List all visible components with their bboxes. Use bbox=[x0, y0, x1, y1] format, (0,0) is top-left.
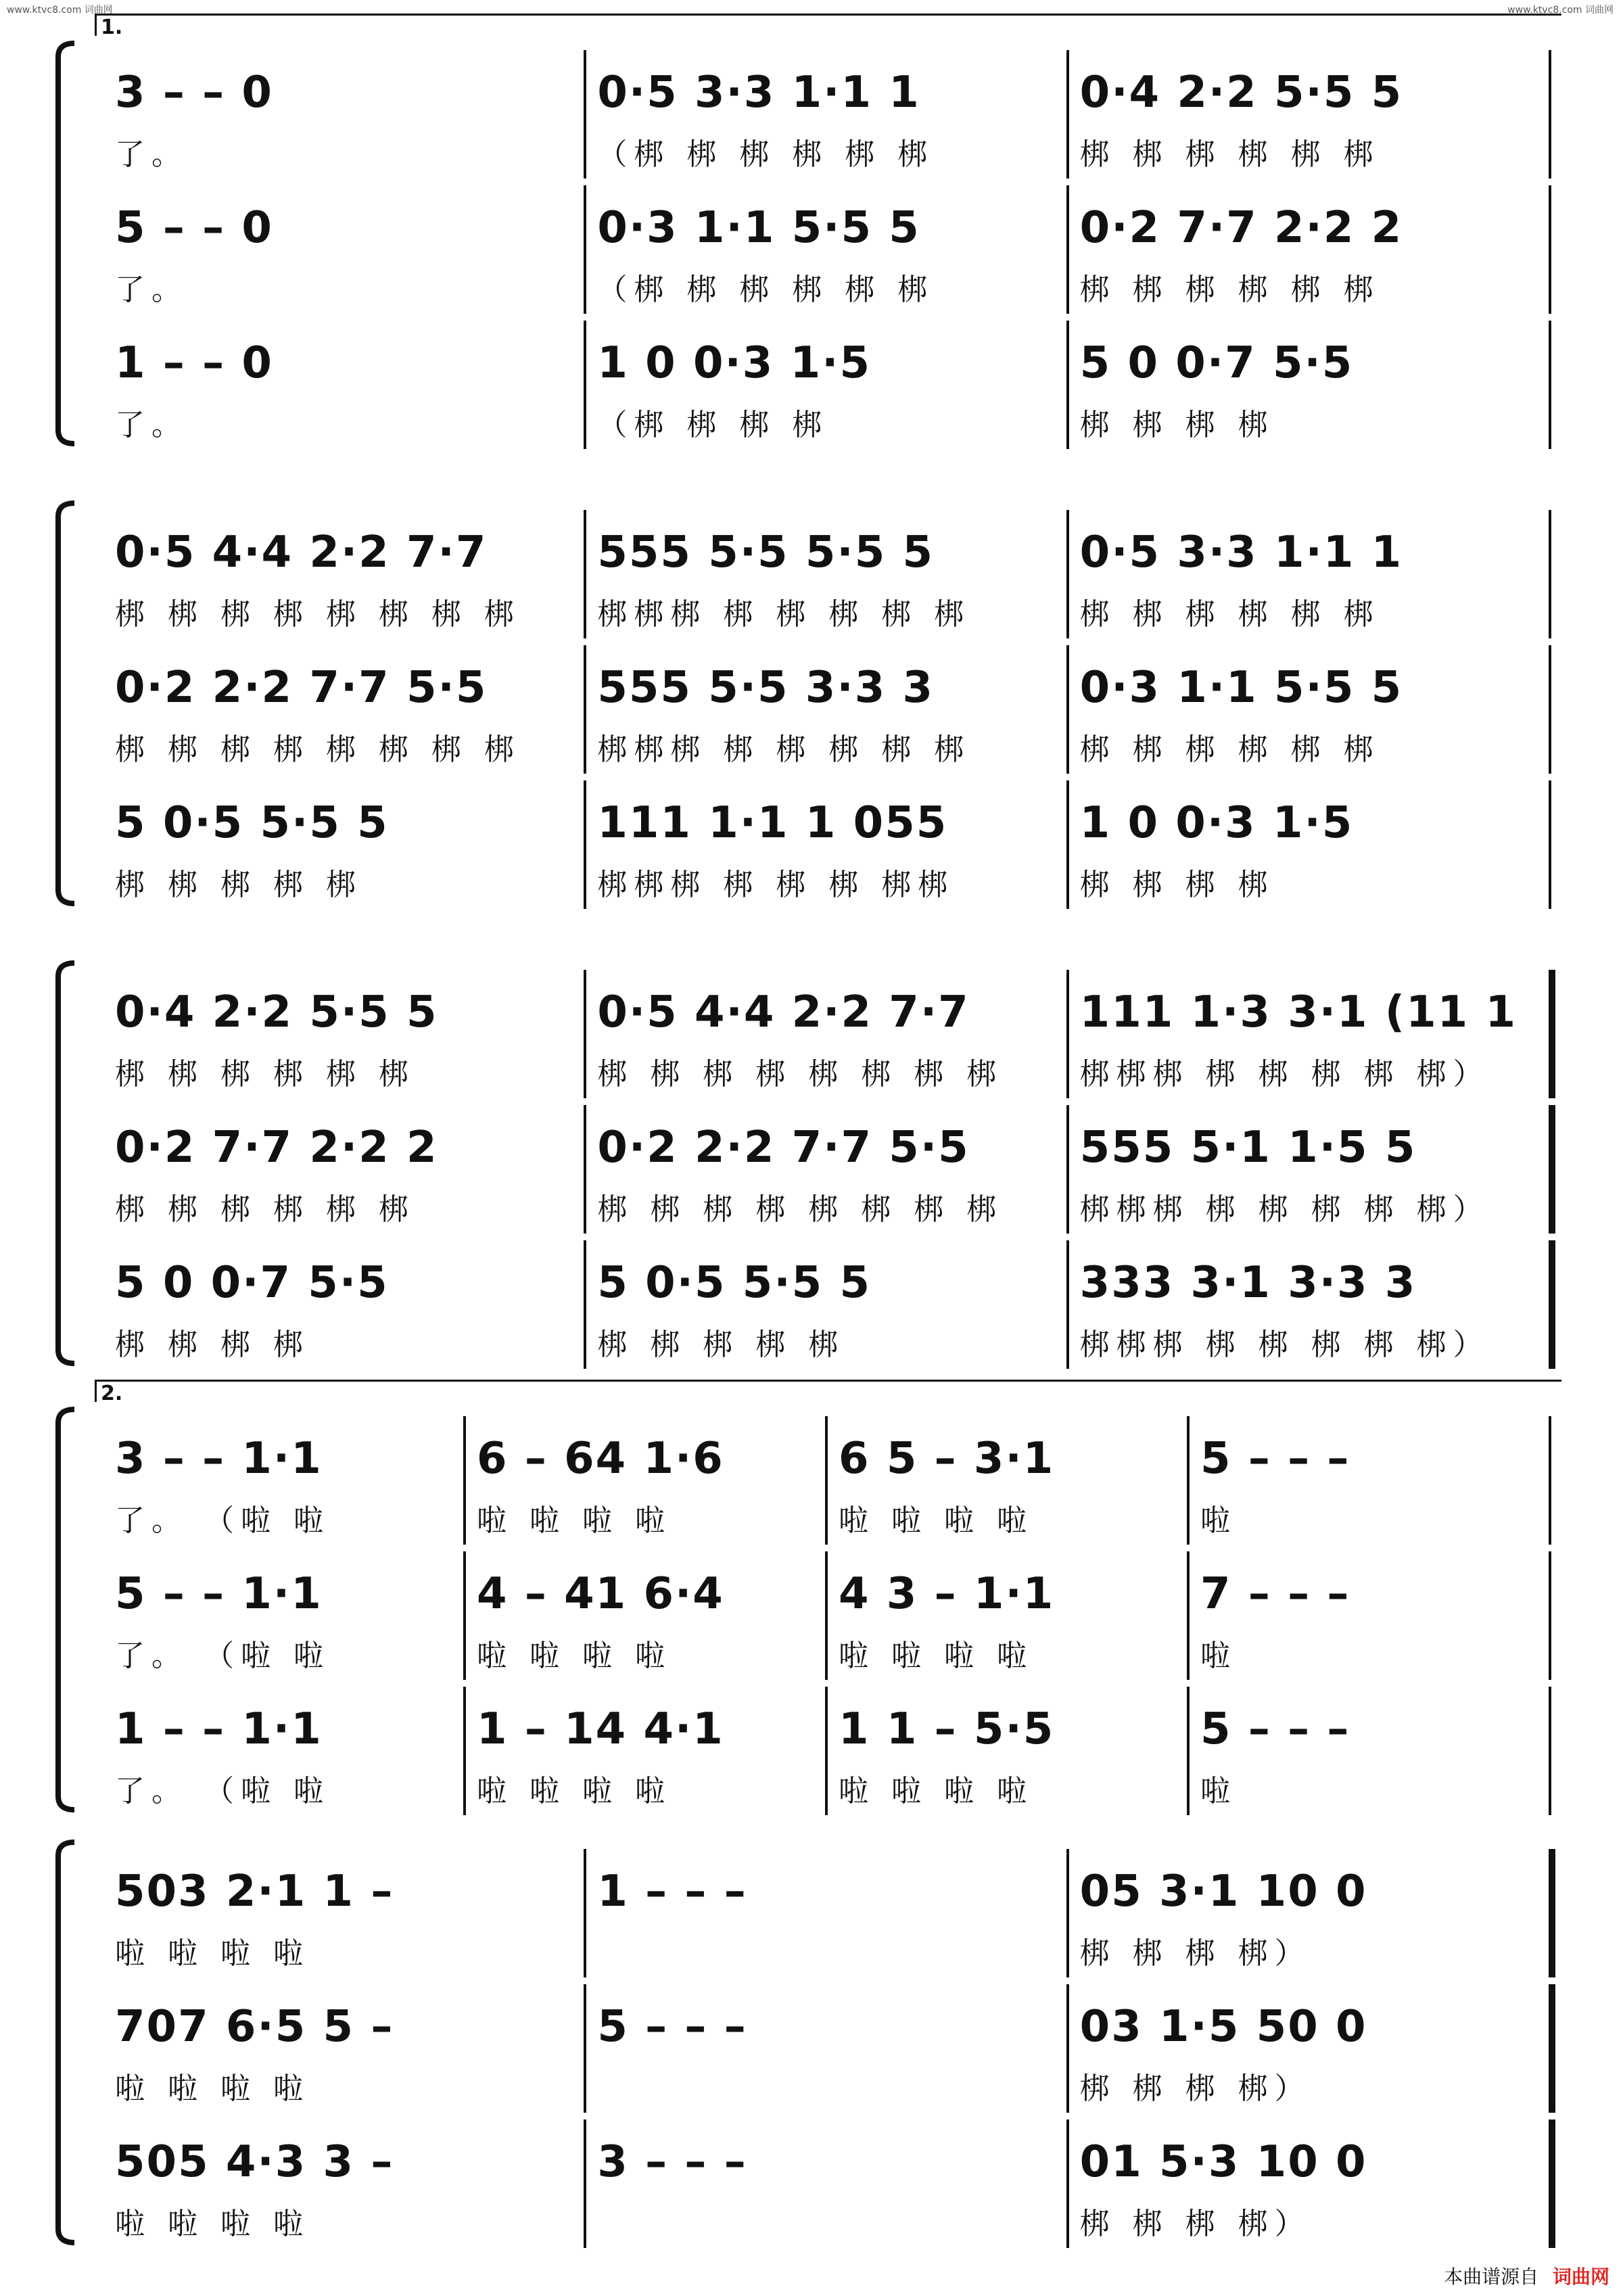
notation-line bbox=[95, 1407, 1569, 1488]
score-system bbox=[54, 1840, 1569, 2259]
measure-lyrics: 梆 梆 梆 梆 bbox=[115, 1328, 310, 1362]
measure-notes: 0·2 2·2 7·7 5·5 bbox=[597, 1123, 970, 1173]
measure-lyrics: （梆 梆 梆 梆 bbox=[597, 408, 829, 442]
measure-notes: 1 0 0·3 1·5 bbox=[1079, 798, 1354, 848]
measure-notes: 0·5 4·4 2·2 7·7 bbox=[597, 987, 970, 1037]
voice-part bbox=[95, 1677, 1569, 1812]
notation-line bbox=[95, 2110, 1569, 2191]
volta-ending-label: 2. bbox=[95, 1380, 1561, 1402]
measure-lyrics: 梆 梆 梆 梆 梆 梆 梆 梆 bbox=[115, 732, 521, 767]
measure-lyrics: 啦 啦 啦 啦 bbox=[477, 1503, 672, 1538]
measure-lyrics: 了。 （啦 啦 bbox=[115, 1774, 330, 1808]
notation-line bbox=[95, 1677, 1569, 1758]
measure-notes: 555 5·1 1·5 5 bbox=[1079, 1123, 1417, 1173]
lyrics-line bbox=[95, 2056, 1569, 2110]
measure-notes: 7 – – – bbox=[1200, 1569, 1350, 1619]
system-bracket bbox=[54, 960, 77, 1366]
notation-line bbox=[95, 1231, 1569, 1312]
notation-line bbox=[95, 1975, 1569, 2056]
score-system bbox=[54, 960, 1569, 1380]
voice-part bbox=[95, 1975, 1569, 2110]
measure-notes: 503 2·1 1 – bbox=[115, 1867, 394, 1917]
measure-notes: 5 0·5 5·5 5 bbox=[115, 798, 389, 848]
lyrics-line bbox=[95, 392, 1569, 446]
measure-lyrics: 了。 （啦 啦 bbox=[115, 1639, 330, 1673]
voice-part bbox=[95, 500, 1569, 636]
measure-notes: 01 5·3 10 0 bbox=[1079, 2137, 1367, 2187]
measure-lyrics: 梆 梆 梆 梆 bbox=[1079, 868, 1275, 902]
measure-lyrics: 啦 bbox=[1200, 1774, 1237, 1808]
site-watermark-right: www.ktvc8.com 词曲网 bbox=[1507, 5, 1614, 16]
lyrics-line bbox=[95, 852, 1569, 906]
measure-notes: 0·2 2·2 7·7 5·5 bbox=[115, 663, 488, 713]
notation-line bbox=[95, 311, 1569, 392]
notation-line bbox=[95, 500, 1569, 582]
measure-lyrics: 梆 梆 梆 梆 梆 梆 bbox=[1079, 732, 1380, 767]
system-bracket bbox=[54, 500, 77, 906]
measure-lyrics: 梆 梆 梆 梆） bbox=[1079, 2071, 1311, 2106]
voice-part bbox=[95, 1840, 1569, 1975]
lyrics-line bbox=[95, 1488, 1569, 1542]
score-system bbox=[54, 16, 1569, 460]
lyrics-line bbox=[95, 1312, 1569, 1366]
system-bracket bbox=[54, 41, 77, 446]
voice-part bbox=[95, 636, 1569, 771]
lyrics-line bbox=[95, 257, 1569, 311]
measure-lyrics: 梆 梆 梆 梆 bbox=[1079, 408, 1275, 442]
measure-lyrics: 梆 梆 梆 梆 梆 梆 bbox=[1079, 137, 1380, 172]
lyrics-line bbox=[95, 1041, 1569, 1096]
measure-notes: 5 – – – bbox=[1200, 1434, 1350, 1484]
measure-lyrics: （梆 梆 梆 梆 梆 梆 bbox=[597, 137, 935, 172]
measure-notes: 1 – – 1·1 bbox=[115, 1704, 323, 1754]
measure-lyrics: 梆梆梆 梆 梆 梆 梆梆 bbox=[597, 868, 955, 902]
system-bracket bbox=[54, 1407, 77, 1812]
measure-notes: 111 1·3 3·1 (11 1 bbox=[1079, 987, 1517, 1037]
voice-part bbox=[95, 2110, 1569, 2245]
measure-notes: 555 5·5 3·3 3 bbox=[597, 663, 935, 713]
voice-part bbox=[95, 771, 1569, 906]
measure-notes: 1 – – 0 bbox=[115, 338, 273, 388]
lyrics-line bbox=[95, 1623, 1569, 1677]
measure-notes: 0·2 7·7 2·2 2 bbox=[115, 1123, 438, 1173]
measure-lyrics: 梆 梆 梆 梆 梆 梆 梆 梆 bbox=[597, 1192, 1004, 1227]
measure-lyrics: 梆 梆 梆 梆） bbox=[1079, 2207, 1311, 2241]
measure-notes: 0·3 1·1 5·5 5 bbox=[1079, 663, 1403, 713]
measure-lyrics: 梆梆梆 梆 梆 梆 梆 梆） bbox=[1079, 1057, 1490, 1092]
voice-part bbox=[95, 176, 1569, 311]
volta-ending-label: 1. bbox=[95, 14, 1561, 36]
notation-line bbox=[95, 176, 1569, 257]
measure-lyrics: 啦 啦 啦 啦 bbox=[115, 2071, 310, 2106]
measure-notes: 1 – 14 4·1 bbox=[477, 1704, 724, 1754]
measure-lyrics: 啦 bbox=[1200, 1639, 1237, 1673]
measure-notes: 5 0 0·7 5·5 bbox=[1079, 338, 1354, 388]
system-bracket bbox=[54, 1840, 77, 2245]
measure-lyrics: 啦 啦 啦 啦 bbox=[477, 1774, 672, 1808]
notation-line bbox=[95, 1542, 1569, 1623]
measure-notes: 0·5 4·4 2·2 7·7 bbox=[115, 528, 488, 578]
measure-notes: 5 – – 1·1 bbox=[115, 1569, 323, 1619]
measure-lyrics: 啦 啦 啦 啦 bbox=[477, 1639, 672, 1673]
measure-notes: 5 – – – bbox=[597, 2002, 747, 2052]
notation-line bbox=[95, 771, 1569, 852]
lyrics-line bbox=[95, 717, 1569, 771]
voice-part bbox=[95, 41, 1569, 176]
measure-notes: 555 5·5 5·5 5 bbox=[597, 528, 935, 578]
measure-notes: 5 – – 0 bbox=[115, 203, 273, 253]
measure-lyrics: 啦 啦 啦 啦 bbox=[115, 1936, 310, 1971]
measure-lyrics: 梆梆梆 梆 梆 梆 梆 梆 bbox=[597, 597, 971, 632]
measure-lyrics: 梆梆梆 梆 梆 梆 梆 梆） bbox=[1079, 1192, 1490, 1227]
measure-lyrics: 梆 梆 梆 梆 梆 梆 bbox=[1079, 273, 1380, 307]
voice-part bbox=[95, 311, 1569, 446]
measure-notes: 1 – – – bbox=[597, 1867, 747, 1917]
notation-line bbox=[95, 41, 1569, 122]
measure-notes: 3 – – – bbox=[597, 2137, 747, 2187]
voice-part bbox=[95, 1407, 1569, 1542]
measure-notes: 333 3·1 3·3 3 bbox=[1079, 1258, 1417, 1308]
lyrics-line bbox=[95, 2191, 1569, 2245]
measure-lyrics: 啦 啦 啦 啦 bbox=[839, 1774, 1033, 1808]
lyrics-line bbox=[95, 582, 1569, 636]
lyrics-line bbox=[95, 1177, 1569, 1231]
measure-notes: 5 0·5 5·5 5 bbox=[597, 1258, 871, 1308]
footer bbox=[1444, 2262, 1609, 2289]
measure-notes: 0·4 2·2 5·5 5 bbox=[115, 987, 438, 1037]
measure-lyrics: 梆 梆 梆 梆 梆 梆 bbox=[115, 1192, 415, 1227]
measure-notes: 707 6·5 5 – bbox=[115, 2002, 394, 2052]
measure-lyrics: 啦 啦 啦 啦 bbox=[839, 1503, 1033, 1538]
measure-lyrics: 梆 梆 梆 梆 梆 bbox=[115, 868, 362, 902]
measure-notes: 5 – – – bbox=[1200, 1704, 1350, 1754]
measure-lyrics: （梆 梆 梆 梆 梆 梆 bbox=[597, 273, 935, 307]
measure-lyrics: 梆 梆 梆 梆） bbox=[1079, 1936, 1311, 1971]
measure-lyrics: 了。 bbox=[115, 273, 188, 307]
measure-lyrics: 梆 梆 梆 梆 梆 梆 bbox=[115, 1057, 415, 1092]
measure-notes: 05 3·1 10 0 bbox=[1079, 1867, 1367, 1917]
measure-notes: 1 1 – 5·5 bbox=[839, 1704, 1055, 1754]
lyrics-line bbox=[95, 1921, 1569, 1975]
site-watermark-left: www.ktvc8.com 词曲网 bbox=[7, 5, 113, 16]
measure-notes: 3 – – 1·1 bbox=[115, 1434, 323, 1484]
voice-part bbox=[95, 960, 1569, 1096]
footer-brand: 词曲网 bbox=[1552, 2266, 1609, 2288]
measure-notes: 0·4 2·2 5·5 5 bbox=[1079, 68, 1403, 118]
measure-notes: 1 0 0·3 1·5 bbox=[597, 338, 871, 388]
voice-part bbox=[95, 1096, 1569, 1231]
measure-lyrics: 啦 bbox=[1200, 1503, 1237, 1538]
measure-notes: 505 4·3 3 – bbox=[115, 2137, 394, 2187]
lyrics-line bbox=[95, 122, 1569, 176]
measure-lyrics: 梆 梆 梆 梆 梆 梆 bbox=[1079, 597, 1380, 632]
measure-notes: 3 – – 0 bbox=[115, 68, 273, 118]
notation-line bbox=[95, 636, 1569, 717]
measure-notes: 4 – 41 6·4 bbox=[477, 1569, 724, 1619]
measure-notes: 0·3 1·1 5·5 5 bbox=[597, 203, 920, 253]
measure-lyrics: 梆 梆 梆 梆 梆 梆 梆 梆 bbox=[597, 1057, 1004, 1092]
measure-notes: 0·2 7·7 2·2 2 bbox=[1079, 203, 1403, 253]
measure-lyrics: 了。 bbox=[115, 408, 188, 442]
measure-lyrics: 梆梆梆 梆 梆 梆 梆 梆） bbox=[1079, 1328, 1490, 1362]
measure-lyrics: 啦 啦 啦 啦 bbox=[115, 2207, 310, 2241]
score-system bbox=[54, 500, 1569, 920]
footer-source-text: 本曲谱源自 bbox=[1444, 2266, 1539, 2288]
measure-notes: 6 – 64 1·6 bbox=[477, 1434, 724, 1484]
measure-lyrics: 啦 啦 啦 啦 bbox=[839, 1639, 1033, 1673]
measure-notes: 5 0 0·7 5·5 bbox=[115, 1258, 389, 1308]
measure-notes: 4 3 – 1·1 bbox=[839, 1569, 1055, 1619]
notation-line bbox=[95, 1096, 1569, 1177]
voice-part bbox=[95, 1231, 1569, 1366]
measure-notes: 0·5 3·3 1·1 1 bbox=[597, 68, 920, 118]
score-system bbox=[54, 1382, 1569, 1826]
notation-line bbox=[95, 960, 1569, 1041]
voice-part bbox=[95, 1542, 1569, 1677]
measure-lyrics: 梆 梆 梆 梆 梆 bbox=[597, 1328, 845, 1362]
lyrics-line bbox=[95, 1758, 1569, 1812]
measure-lyrics: 梆 梆 梆 梆 梆 梆 梆 梆 bbox=[115, 597, 521, 632]
measure-notes: 0·5 3·3 1·1 1 bbox=[1079, 528, 1403, 578]
measure-notes: 6 5 – 3·1 bbox=[839, 1434, 1055, 1484]
measure-lyrics: 了。 bbox=[115, 137, 188, 172]
notation-line bbox=[95, 1840, 1569, 1921]
measure-lyrics: 梆梆梆 梆 梆 梆 梆 梆 bbox=[597, 732, 971, 767]
measure-lyrics: 了。 （啦 啦 bbox=[115, 1503, 330, 1538]
measure-notes: 03 1·5 50 0 bbox=[1079, 2002, 1367, 2052]
measure-notes: 111 1·1 1 055 bbox=[597, 798, 948, 848]
